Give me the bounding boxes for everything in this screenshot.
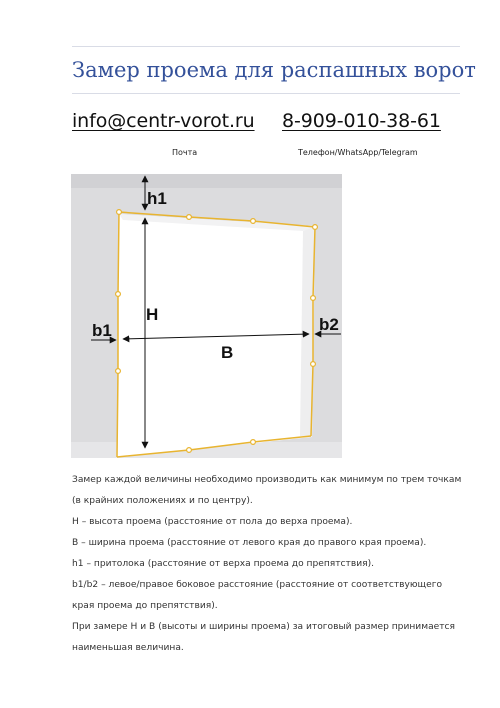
label-B: B [221, 343, 234, 362]
paragraph-min-value: При замере Н и В (высоты и ширины проема) за итоговый размер принимается наименьшая величина. [72, 622, 456, 653]
label-h1: h1 [147, 189, 167, 208]
label-b1: b1 [92, 321, 112, 340]
phone-link[interactable]: 8-909-010-38-61 [282, 110, 441, 132]
wall-top-shade [71, 174, 342, 188]
label-H: H [146, 305, 159, 324]
instructions-text [72, 470, 464, 659]
top-rule [72, 46, 460, 47]
paragraph-points: Замер каждой величины необходимо производить как минимум по трем точкам (в крайних положениях и по центру). [72, 475, 462, 506]
paragraph-h1: h1 – притолока (расстояние от верха проема до препятствия). [72, 559, 375, 569]
label-b2: b2 [319, 315, 339, 334]
phone-caption: Телефон/WhatsApp/Telegram [298, 148, 418, 157]
paragraph-B: В – ширина проема (расстояние от левого края до правого края проема). [72, 538, 427, 548]
opening-area [117, 214, 315, 457]
email-link[interactable]: info@centr-vorot.ru [72, 110, 255, 132]
paragraph-H: Н – высота проема (расстояние от пола до верха проема). [72, 517, 353, 527]
page-title: Замер проема для распашных ворот [72, 58, 476, 82]
email-caption: Почта [172, 148, 198, 157]
gate-opening-diagram [71, 174, 342, 458]
title-rule [72, 93, 460, 94]
paragraph-b1-b2: b1/b2 – левое/правое боковое расстояние (расстояние от соответствующего края проема до препятствия). [72, 580, 443, 611]
